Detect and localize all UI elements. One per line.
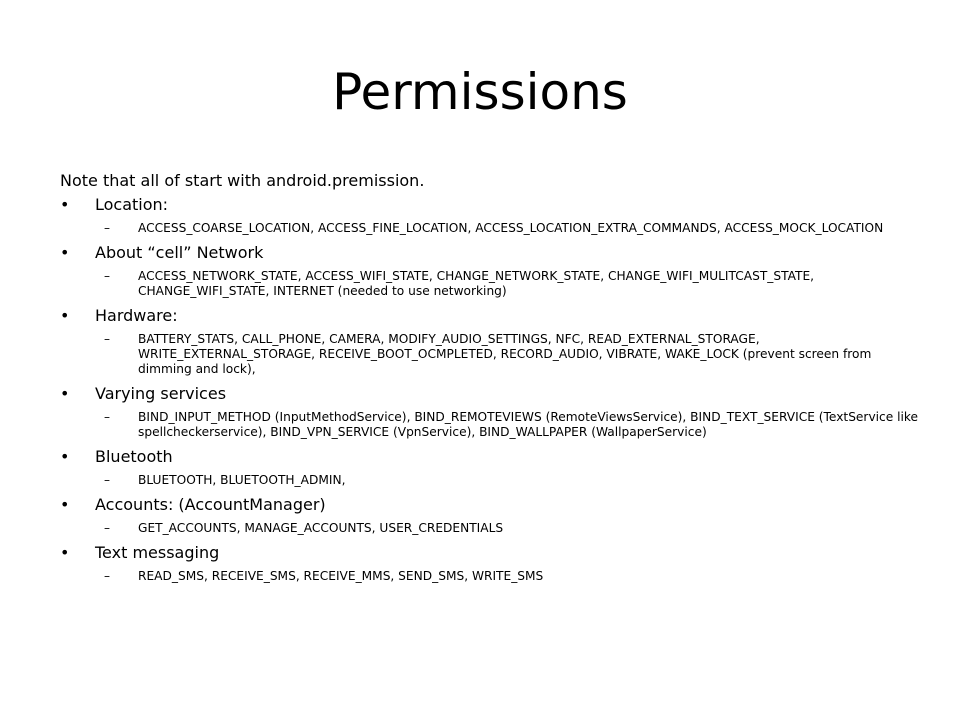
dash-icon: –	[104, 332, 110, 346]
section-hardware	[60, 305, 920, 377]
bullet-item	[60, 542, 920, 564]
sub-item-text: ACCESS_COARSE_LOCATION, ACCESS_FINE_LOCATION, ACCESS_LOCATION_EXTRA_COMMANDS, ACCESS_MOCK_LOCATION	[138, 221, 884, 235]
bullet-icon: •	[60, 495, 70, 514]
bullet-heading: Bluetooth	[95, 447, 173, 466]
bullet-heading: Location:	[95, 195, 169, 214]
dash-icon: –	[104, 521, 110, 535]
sub-item-text: GET_ACCOUNTS, MANAGE_ACCOUNTS, USER_CREDENTIALS	[138, 521, 504, 535]
section-location	[60, 194, 920, 236]
sub-item	[60, 332, 920, 377]
sub-item-text: BATTERY_STATS, CALL_PHONE, CAMERA, MODIFY_AUDIO_SETTINGS, NFC, READ_EXTERNAL_STORAGE, WRITE_EXTERNAL_STORAGE, RECEIVE_BOOT_OCMPLETED, RECORD_AUDIO, VIBRATE, WAKE_LOCK (prevent screen from dimming and lock),	[138, 332, 872, 376]
sub-item	[60, 410, 920, 440]
section-varying-services	[60, 383, 920, 440]
sub-item	[60, 569, 920, 584]
bullet-heading: Text messaging	[95, 543, 220, 562]
dash-icon: –	[104, 473, 110, 487]
section-accounts	[60, 494, 920, 536]
bullet-item	[60, 194, 920, 216]
sub-item	[60, 269, 920, 299]
dash-icon: –	[104, 221, 110, 235]
bullet-item	[60, 242, 920, 264]
section-cell-network	[60, 242, 920, 299]
bullet-icon: •	[60, 384, 70, 403]
sub-item-text: BLUETOOTH, BLUETOOTH_ADMIN,	[138, 473, 346, 487]
dash-icon: –	[104, 269, 110, 283]
bullet-icon: •	[60, 306, 70, 325]
bullet-item	[60, 305, 920, 327]
sub-item	[60, 221, 920, 236]
bullet-heading: Hardware:	[95, 306, 178, 325]
bullet-heading: About “cell” Network	[95, 243, 264, 262]
bullet-item	[60, 446, 920, 468]
bullet-icon: •	[60, 243, 70, 262]
bullet-heading: Varying services	[95, 384, 227, 403]
slide-body	[60, 170, 920, 590]
sub-item-text: READ_SMS, RECEIVE_SMS, RECEIVE_MMS, SEND_SMS, WRITE_SMS	[138, 569, 544, 583]
bullet-item	[60, 383, 920, 405]
section-text-messaging	[60, 542, 920, 584]
bullet-icon: •	[60, 447, 70, 466]
dash-icon: –	[104, 410, 110, 424]
bullet-icon: •	[60, 543, 70, 562]
bullet-heading: Accounts: (AccountManager)	[95, 495, 326, 514]
section-bluetooth	[60, 446, 920, 488]
bullet-icon: •	[60, 195, 70, 214]
sub-item	[60, 521, 920, 536]
sub-item	[60, 473, 920, 488]
bullet-item	[60, 494, 920, 516]
page-title: Permissions	[332, 63, 628, 121]
sub-item-text: BIND_INPUT_METHOD (InputMethodService), BIND_REMOTEVIEWS (RemoteViewsService), BIND_TEXT_SERVICE (TextService like spellcheckerservice), BIND_VPN_SERVICE (VpnService), BIND_WALLPAPER (WallpaperService)	[138, 410, 919, 439]
dash-icon: –	[104, 569, 110, 583]
sub-item-text: ACCESS_NETWORK_STATE, ACCESS_WIFI_STATE, CHANGE_NETWORK_STATE, CHANGE_WIFI_MULITCAST_STATE, CHANGE_WIFI_STATE, INTERNET (needed to use networking)	[138, 269, 815, 298]
intro-note: Note that all of start with android.premission.	[60, 171, 425, 190]
